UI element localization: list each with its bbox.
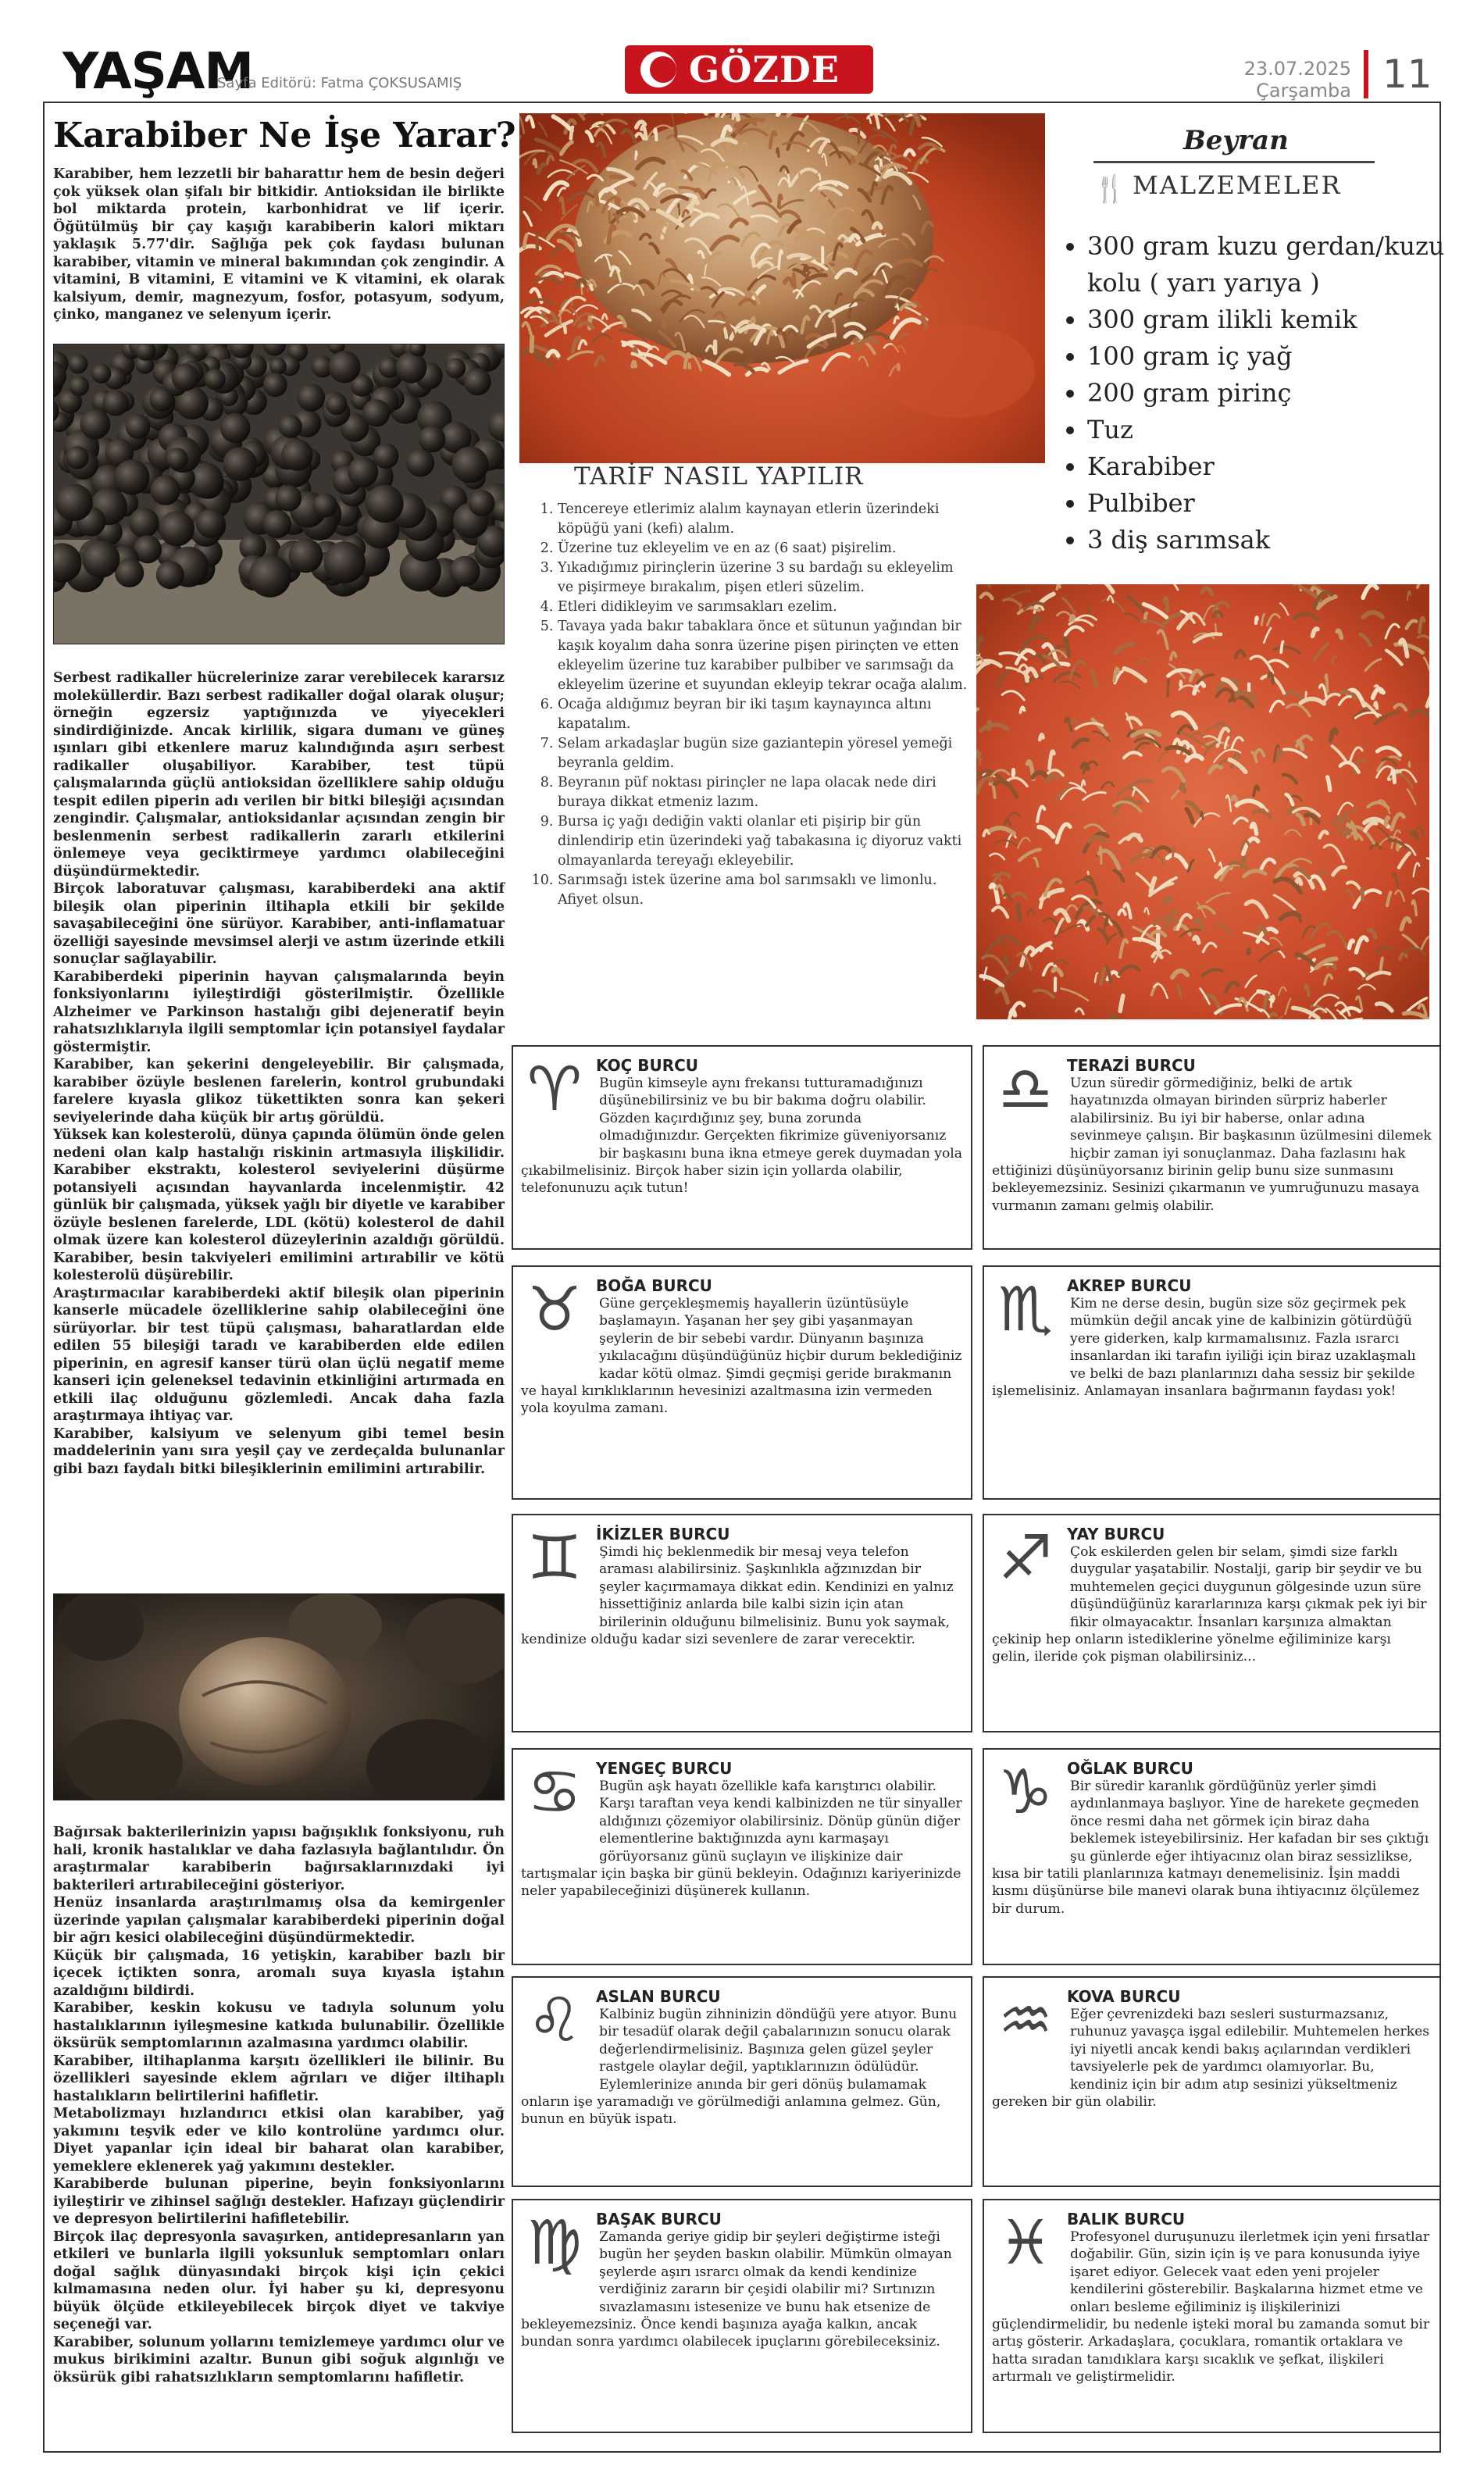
body1-p2: Birçok laboratuvar çalışması, karabiberdeki ana aktif bileşik olan piperinin iltihapla etkili bir şekilde savaşabileceğini öne sürüyor. Karabiber, anti-inflamatuar özelliği sayesinde mevsimsel alerji ve astım üzerinde etkili sonuçlar sağlayabilir. xyxy=(53,881,505,967)
page-editor: Sayfa Editörü: Fatma ÇOKSUSAMIŞ xyxy=(217,75,462,91)
recipe-name-underline xyxy=(1093,161,1375,163)
scorpio-icon: ♏ xyxy=(998,1275,1053,1345)
page-number: 11 xyxy=(1382,52,1432,97)
peppercorn-closeup-photo xyxy=(53,1593,505,1800)
peppercorn xyxy=(419,426,445,452)
peppercorn xyxy=(223,447,257,481)
ingredient-item: • Karabiber xyxy=(1087,448,1462,485)
horoscope-text: Zamanda geriye gidip bir şeyleri değiştirme isteği bugün her şeyden baskın olabilir. Mümkün olmayan şeylerde aşırı ısrarcı olmak da kendi kendinize verdiğiniz zararın bir çeşidi olabilir mi? Sırtınızın sıvazlamasını istesenize ve bunu hak etsenize de bekleyemezsiniz. Önce kendi başınıza ayağa kalkın, ancak bundan sonra yardımcı olabilecek ipuçlarını görebileceksiniz. xyxy=(521,2229,952,2350)
recipe-step: 1. Tencereye etlerimiz alalım kaynayan etlerin üzerindeki köpüğü yani (kefi) alalım. xyxy=(558,500,969,539)
peppercorn xyxy=(362,399,390,426)
horoscope-title: BAŞAK BURCU xyxy=(596,2210,722,2228)
peppercorn xyxy=(220,413,250,443)
meat-strand xyxy=(849,309,851,319)
horoscope-text: Bir süredir karanlık gördüğünüz yerler şimdi aydınlanmaya başlıyor. Yine de harekete geçmeden önce resmi daha net görmek için biraz daha beklemek isteyebilirsiniz. Her kafadan bir ses çıktığı şu günlerde eğer ihtiyacınız olan biraz sessizlikse, kısa bir tatili planlarınıza katmayı denemelisiniz. İşin maddi kısmı düşünürse bile manevi olarak buna ihtiyacınız ölçülemez bir durum. xyxy=(992,1779,1429,1917)
meat-strand xyxy=(689,363,690,368)
horoscope-title: YAY BURCU xyxy=(1067,1525,1165,1543)
recipe-step: 3. Yıkadığımız pirinçlerin üzerine 3 su bardağı su ekleyelim ve pişirmeye bırakalım, pişen etleri süzelim. xyxy=(558,558,969,598)
ingredient-item: • 100 gram iç yağ xyxy=(1087,338,1462,375)
horoscope-leo xyxy=(512,1976,972,2187)
horoscope-text: Eğer çevrenizdeki bazı sesleri susturmazsanız, ruhunuz yavaşça işgal edilebilir. Muhtemelen herkes iyi niyetli ancak kendi bakış açılarından verdikleri tavsiyelerle pek de yardımcı olamıyorlar. Bu, kendiniz için bir adım atıp sesinizi yükseltmeniz gereken bir gün olabilir. xyxy=(992,2007,1430,2111)
meat-strand xyxy=(1386,818,1388,825)
recipe-step: 10. Sarımsağı istek üzerine ama bol sarımsaklı ve limonlu. Afiyet olsun. xyxy=(558,871,969,910)
horoscope-text: Şimdi hiç beklenmedik bir mesaj veya telefon araması alabilirsiniz. Şaşkınlıkla ağzınızdan bir şeyler kaçırmamaya dikkat edin. Kendinizi en yalnız hissettiğiniz anlarda bile kalbi sizin için atan birilerinin olduğunu bilmelisiniz. Bunu yok saymak, kendinize olduğu kadar sizi sevenlere de zarar verecektir. xyxy=(521,1544,954,1648)
peppercorn xyxy=(395,352,426,384)
ingredient-item: • Pulbiber xyxy=(1087,485,1462,522)
fork-knife-icon: 🍴 xyxy=(1093,173,1127,205)
date-value: 23.07.2025 xyxy=(1243,58,1351,80)
peppercorn xyxy=(464,368,491,395)
pisces-icon: ♓ xyxy=(998,2208,1053,2278)
recipe-step: 5. Tavaya yada bakır tabaklara önce et sütunun yağından bir kaşık koyalım daha sonra üzerine pişen pirinçten ve etten ekleyelim üzerine tuz karabiber pulbiber ve sarımsağı da ekleyelim üzerine et suyundan ekleyip tekrar ocağa alalım. xyxy=(558,617,969,695)
body2-p8: Birçok ilaç depresyonla savaşırken, antidepresanların yan etkileri ve bunlarla ilgili yoksunluk semptomları onları doğal sağlık dünyasındaki birçok kişi için çekici kılmamasına neden olur. İyi haber şu ki, depresyonu büyük ölçüde etkileyebilecek birçok diyet ve takviye seçeneği var. xyxy=(53,2228,505,2332)
horoscope-text: Uzun süredir görmediğiniz, belki de artık hayatınızda olmayan birinden sürpriz haberler alabilirsiniz. Bu iyi bir haberse, onlar adına sevinmeye çalışın. Bir başkasının üzülmesini dilemek hiçbir zaman iyi sonuçlanmaz. Daha fazlasını hak ettiğinizi düşünüyorsanız birinin gelip bunu size sunmasını bekleyemezsiniz. Sesinizi çıkarmanın ve yumruğunuzu masaya vurmanın zamanı gelmiş olabilir. xyxy=(992,1076,1432,1214)
recipe-step: 8. Beyranın püf noktası pirinçler ne lapa olacak nede diri buraya dikkat etmeniz lazım. xyxy=(558,773,969,812)
peppercorn xyxy=(66,446,89,469)
peppercorn xyxy=(263,510,291,538)
peppercorn xyxy=(249,555,291,597)
peppercorn xyxy=(205,369,226,390)
meat-strand xyxy=(752,259,754,266)
body2-p4: Karabiber, keskin kokusu ve tadıyla solunum yolu hastalıklarının iyileşmesine katkıda bulunabilir. Özellikle öksürük semptomlarının azalmasına yardımcı olabilir. xyxy=(53,2000,505,2051)
body2-p3: Küçük bir çalışmada, 16 yetişkin, karabiber bazlı bir içecek içtikten sonra, aromalı suya kıyasla iştahın azaldığını bildirdi. xyxy=(53,1947,505,1999)
meat-strand xyxy=(609,211,610,223)
horoscope-text: Kalbiniz bugün zihninizin döndüğü yere atıyor. Bunu bir tesadüf olarak değil çabalarınızın sonucu olarak değerlendirmelisiniz. Başınıza gelen güzel şeyler rastgele olaylar değil, yaptıklarınızın ödülüdür. Eylemlerinize anında bir geri dönüş bulamamak onların işe yaramadığı ve görülmediği anlamına gelmez. Gün, bunun en büyük ispatı. xyxy=(521,2007,958,2128)
body1-p7: Karabiber, kalsiyum ve selenyum gibi temel besin maddelerinin yanı sıra yeşil çay ve zerdeçalda bulunanlar gibi bazı faydalı bitki bileşiklerinin emilimini artırabilir. xyxy=(53,1426,505,1477)
peppercorn xyxy=(159,511,194,546)
horoscope-text: Kim ne derse desin, bugün size söz geçirmek pek mümkün değil ancak yine de kalbinizin götürdüğü yere giderken, kalp kırmamalısınız. Fazla ısrarcı insanlardan iki tarafın iyiliği için biraz uzaklaşmalı ve belki de bazı planlarınızı daha sessiz bir şekilde işlemelisiniz. Anlamayan insanlara bağırmanın faydası yok! xyxy=(992,1296,1416,1400)
ingredient-item: • 300 gram ilikli kemik xyxy=(1087,302,1462,338)
meat-strand xyxy=(1101,847,1102,863)
meat-strand xyxy=(1165,598,1168,611)
horoscope-pisces xyxy=(983,2199,1441,2433)
body2-p9: Karabiber, solunum yollarını temizlemeye yardımcı olur ve mukus birikimini azaltır. Bunun gibi soğuk algınlığı ve öksürük gibi rahatsızlıkların semptomlarını hafifletir. xyxy=(53,2334,505,2385)
horoscope-aquarius xyxy=(983,1976,1441,2187)
horoscope-aries xyxy=(512,1045,972,1250)
beyran-photo-top xyxy=(519,113,1045,463)
peppercorn xyxy=(91,363,111,383)
peppercorn xyxy=(366,485,404,523)
taurus-icon: ♉ xyxy=(527,1275,582,1345)
meat-strand xyxy=(571,127,573,139)
horoscope-title: ASLAN BURCU xyxy=(596,1987,721,2006)
article-intro xyxy=(53,166,505,324)
meat-strand xyxy=(1168,680,1169,696)
meat-strand xyxy=(1247,949,1250,954)
article-body-2 xyxy=(53,1824,505,2386)
peppercorn xyxy=(55,484,93,521)
peppercorn xyxy=(126,414,151,439)
horoscope-gemini xyxy=(512,1514,972,1732)
horoscope-title: YENGEÇ BURCU xyxy=(596,1759,733,1778)
recipe-step: 7. Selam arkadaşlar bugün size gaziantepin yöresel yemeği beyranla geldim. xyxy=(558,734,969,773)
horoscope-cancer xyxy=(512,1748,972,1965)
peppercorn xyxy=(348,457,378,487)
meat-strand xyxy=(1040,734,1043,740)
peppercorn xyxy=(151,476,180,505)
body1-p5: Yüksek kan kolesterolü, dünya çapında ölümün önde gelen nedeni olan kalp hastalığı riskinin artmasıyla ilişkilidir. Karabiber ekstraktı, kolesterol seviyelerini düşürme potansiyeli açısından hayvanlarda incelenmiştir. 42 günlük bir çalışmada, yüksek yağlı bir diyetle ve karabiber özüyle beslenen farelerde, LDL (kötü) kolesterol de dahil olmak üzere kan kolesterol düzeylerinin azaldığı görüldü. Karabiber, besin takviyeleri emilimini artırabilir ve kötü kolesterolü düşürebilir. xyxy=(53,1127,505,1283)
meat-strand xyxy=(1393,770,1395,783)
ingredient-item: • Tuz xyxy=(1087,412,1462,448)
peppercorn xyxy=(445,358,466,378)
peppercorn xyxy=(469,490,495,516)
horoscope-title: İKİZLER BURCU xyxy=(596,1525,730,1543)
recipe-step: 9. Bursa iç yağı dediğin vakti olanlar eti pişirip bir gün dinlendirip etin üzerindeki yağ tabakasına iç diyoruz vakti olmayanlarda tereyağı ekleyebilir. xyxy=(558,812,969,871)
meat-strand xyxy=(1215,624,1216,632)
peppercorn xyxy=(172,364,199,391)
intro-paragraph: Karabiber, hem lezzetli bir baharattır hem de besin değeri çok yüksek olan şifalı bir bitkidir. Antioksidan ile birlikte bol miktarda protein, karbonhidrat ve lif içerir. Öğütülmüş bir çay kaşığı karabiberin kalori miktarı yaklaşık 5.77'dir. Sağlığa pek çok faydası bulunan karabiber, vitamin ve mineral bakımından çok zengindir. A vitamini, B vitamini, E vitamini ve K vitamini, ek olarak kalsiyum, demir, magnezyum, fosfor, potasyum, sodyum, çinko, manganez ve selenyum içerir. xyxy=(53,166,505,323)
peppercorn xyxy=(451,447,488,484)
meat-strand xyxy=(1325,675,1327,692)
ingredients-list xyxy=(1056,228,1462,558)
aquarius-icon: ♒ xyxy=(998,1986,1053,2056)
peppercorn xyxy=(289,539,323,573)
horoscope-title: KOVA BURCU xyxy=(1067,1987,1181,2006)
horoscope-text: Güne gerçekleşmemiş hayallerin üzüntüsüyle başlamayın. Yaşanan her şey gibi yaşanmayan şeylerin de bir sebebi vardır. Dünyanın başınıza yıkılacağını düşündüğünüz hiçbir durum beklediğiniz kadar kötü olmaz. Şimdi geçmişi geride bırakmanın ve hayal kırıklıklarının hevesinizi azaltmasına izin vermeden yola koyulma zamanı. xyxy=(521,1296,962,1417)
newspaper-logo xyxy=(625,45,873,94)
meat-strand xyxy=(1344,829,1349,834)
body2-p5: Karabiber, iltihaplanma karşıtı özellikleri ile bilinir. Bu özellikleri sayesinde eklem ağrıları ve diğer iltihaplı hastalıkların belirtilerini hafifletir. xyxy=(53,2053,505,2104)
horoscope-sagittarius xyxy=(983,1514,1441,1732)
body2-p2: Henüz insanlarda araştırılmamış olsa da kemirgenler üzerinde yapılan çalışmalar karabiberdeki piperinin doğal bir ağrı kesici olabileceğini düşündürmektedir. xyxy=(53,1895,505,1946)
meat-strand xyxy=(1013,769,1014,775)
steps-list xyxy=(531,500,969,910)
meat-strand xyxy=(633,362,636,366)
peppercorn xyxy=(196,508,225,537)
horoscope-text: Bugün aşk hayatı özellikle kafa karıştırıcı olabilir. Karşı taraftan veya kendi kalbinizden ne tür sinyaller aldığınızı çözemiyor olabilirsiniz. Dönüp günün diğer elementlerine baktığınızda aynı karmaşayı görüyorsanız günü suçlayın ve ilişkinize dair tartışmalar için başka bir günü bekleyin. Odağınızı kariyerinizde neler yapabileceğinizi düşünerek kullanın. xyxy=(521,1779,962,1900)
horoscope-title: TERAZİ BURCU xyxy=(1067,1056,1196,1075)
peppercorn xyxy=(329,351,361,383)
meat-strand xyxy=(1409,762,1410,767)
meat-strand xyxy=(636,152,637,159)
horoscope-title: OĞLAK BURCU xyxy=(1067,1759,1193,1778)
peppercorn xyxy=(298,384,326,412)
meat-strand xyxy=(1088,604,1089,614)
beyran-photo-bowl xyxy=(976,584,1429,1019)
virgo-icon: ♍ xyxy=(527,2208,582,2278)
cancer-icon: ♋ xyxy=(527,1757,582,1828)
body1-p4: Karabiber, kan şekerini dengeleyebilir. Bir çalışmada, karabiber özüyle beslenen farelerin, kontrol grubundaki farelere kıyasla glikoz tükettikten sonra kan şekeri seviyelerinde daha küçük bir artış görüldü. xyxy=(53,1057,505,1126)
body2-p6: Metabolizmayı hızlandırıcı etkisi olan karabiber, yağ yakımını teşvik eder ve kilo kontrolüne yardımcı olur. Diyet yapanlar için ideal bir baharat olan karabiber, yemeklere eklenerek yağ yakımını destekler. xyxy=(53,2106,505,2175)
recipe-name: Beyran xyxy=(1183,125,1289,156)
peppercorn xyxy=(326,394,347,416)
meat-strand xyxy=(799,173,800,187)
peppercorn xyxy=(263,373,287,397)
horoscope-libra xyxy=(983,1045,1441,1250)
peppercorn xyxy=(279,415,302,438)
horoscope-title: AKREP BURCU xyxy=(1067,1276,1192,1295)
peppercorn xyxy=(69,376,89,396)
ingredient-item: • 200 gram pirinç xyxy=(1087,375,1462,412)
meat-strand xyxy=(1181,784,1184,790)
meat-strand xyxy=(779,195,781,207)
libra-icon: ♎ xyxy=(998,1054,1053,1125)
body1-p1: Serbest radikaller hücrelerinize zarar verebilecek kararsız moleküllerdir. Bazı serbest radikaller doğal olarak oluşur; örneğin egzersiz yaptığınızda ve yiyecekleri sindirdiğinizde. Ancak kirlilik, sigara dumanı ve güneş ışınları gibi etkenlere maruz kalındığında aşırı serbest radikaller oluşabiliyor. Karabiber, test tüpü çalışmalarında güçlü antioksidan özelliklere sahip olduğu tespit edilen piperin adı verilen bir bitki bileşiği açısından zengindir. Çalışmalar, antioksidanlar açısından zengin bir beslenmenin serbest radikallerin zararlı etkilerini önlemeye veya geciktirmeye yardımcı olabileceğini düşündürmektedir. xyxy=(53,670,505,880)
body1-p6: Araştırmacılar karabiberdeki aktif bileşik olan piperinin kanserle mücadele özelliklerine sahip olabileceğini öne sürüyorlar. bir test tüpü çalışması, baharatlardan elde edilen 55 bileşiği taradı ve karabiberden elde edilen piperinin, en agresif kanser türü olan üçlü negatif meme kanseri için geleneksel tedavinin etkinliğini artırmada en etkili ilaç olduğunu gözlemledi. Ancak daha fazla araştırmaya ihtiyaç var. xyxy=(53,1285,505,1424)
horoscope-title: KOÇ BURCU xyxy=(596,1056,699,1075)
article-title: Karabiber Ne İşe Yarar? xyxy=(53,116,516,155)
body1-p3: Karabiberdeki piperinin hayvan çalışmalarında beyin fonksiyonlarını iyileştirdiği gösterilmiştir. Özellikle Alzheimer ve Parkinson hastalığı gibi dejeneratif beyin rahatsızlıklarıyla ilgili semptomlar için potansiyel faydalar göstermiştir. xyxy=(53,969,505,1055)
horoscope-text: Çok eskilerden gelen bir selam, şimdi size farklı duygular yaşatabilir. Nostalji, garip bir şeydir ve bu muhtemelen geçici duygunun gölgesinde uzun süre düşündüğünüz kararlarınıza karşı çıkmak pek iyi bir fikir olmayacaktır. İnsanları karşınıza almaktan çekinip hep onların istediklerine yönelme eğiliminize karşı gelin, ileride çok pişman olabilirsiniz... xyxy=(992,1544,1427,1665)
peppercorn xyxy=(406,449,434,477)
logo-text: GÖZDE xyxy=(689,48,840,91)
peppercorn-photo xyxy=(53,344,505,644)
peppercorn xyxy=(103,390,129,416)
meat-strand xyxy=(1018,905,1020,920)
meat-strand xyxy=(655,129,656,140)
aries-icon: ♈ xyxy=(527,1054,582,1125)
horoscope-taurus xyxy=(512,1265,972,1500)
ingredient-item: • 3 diş sarımsak xyxy=(1087,522,1462,558)
horoscope-title: BALIK BURCU xyxy=(1067,2210,1186,2228)
meat-strand xyxy=(532,337,533,351)
issue-date xyxy=(1218,58,1351,102)
meat-strand xyxy=(1375,703,1377,708)
article-body-1 xyxy=(53,669,505,1478)
ingredients-heading: MALZEMELER xyxy=(1133,170,1342,200)
peppercorn xyxy=(149,387,173,412)
recipe-step: 6. Ocağa aldığımız beyran bir iki taşım kaynayınca altını kapatalım. xyxy=(558,695,969,734)
meat-strand xyxy=(989,722,990,729)
peppercorn xyxy=(166,448,188,469)
recipe-steps-heading: TARİF NASIL YAPILIR xyxy=(574,462,864,491)
meat-strand xyxy=(1057,584,1060,589)
crescent-icon xyxy=(640,52,676,87)
capricorn-icon: ♑ xyxy=(998,1757,1053,1828)
peppercorn xyxy=(276,485,302,512)
meat-strand xyxy=(596,191,598,205)
header-divider xyxy=(1364,50,1368,98)
peppercorn xyxy=(281,439,313,471)
leo-icon: ♌ xyxy=(527,1986,582,2056)
body2-p1: Bağırsak bakterilerinizin yapısı bağışıklık fonksiyonu, ruh hali, kronik hastalıklar ve daha fazlasıyla bağlantılıdır. Ön araştırmalar karabiberin bağırsaklarınızdaki iyi bakterileri artırabileceğini gösteriyor. xyxy=(53,1825,505,1893)
horoscope-virgo xyxy=(512,2199,972,2433)
body2-p7: Karabiberde bulunan piperine, beyin fonksiyonlarını iyileştirir ve zihinsel sağlığı destekler. Hafızayı güçlendirir ve depresyon belirtilerini hafifletebilir. xyxy=(53,2176,505,2227)
day-value: Çarşamba xyxy=(1256,80,1351,102)
meat-strand xyxy=(1120,996,1123,1012)
peppercorn xyxy=(80,409,111,440)
peppercorn xyxy=(450,556,480,587)
meat-strand xyxy=(1181,681,1182,686)
peppercorn xyxy=(82,541,120,578)
peppercorn xyxy=(324,541,366,583)
peppercorn xyxy=(312,493,337,517)
meat-strand xyxy=(560,311,561,325)
horoscope-scorpio xyxy=(983,1265,1441,1500)
meat-strand xyxy=(1361,889,1363,900)
sagittarius-icon: ♐ xyxy=(998,1523,1053,1593)
peppercorn xyxy=(114,459,149,494)
horoscope-capricorn xyxy=(983,1748,1441,1965)
horoscope-title: BOĞA BURCU xyxy=(596,1276,712,1295)
horoscope-text: Profesyonel duruşunuzu ilerletmek için yeni fırsatlar doğabilir. Gün, sizin için iş ve para konusunda iyiye işaret ediyor. Gelecek vaat eden yeni projeler kendilerini gösterebilir. Başkalarına hizmet etme ve onları besleme eğiliminiz iş ilişkilerinizi güçlendirmelidir, bu nedenle işteki moral bu zamanda somut bir artış gösterir. Arkadaşlara, çocuklara, romantik ortaklara ve hatta sıradan tanıdıklara karşı sıcaklık ve şefkat, ilişkileri artırmalı ve geliştirmelidir. xyxy=(992,2229,1430,2385)
peppercorn xyxy=(269,358,287,375)
peppercorn xyxy=(156,561,184,589)
meat-strand xyxy=(1281,642,1282,653)
peppercorn xyxy=(373,443,399,469)
meat-strand xyxy=(1306,692,1307,698)
peppercorn xyxy=(129,508,159,537)
peppercorn xyxy=(69,354,88,373)
recipe-step: 4. Etleri didikleyim ve sarımsakları ezelim. xyxy=(558,598,969,617)
horoscope-text: Bugün kimseyle aynı frekansı tutturamadığınızı düşünebilirsiniz ve bu bir bakıma doğru olabilir. Gözden kaçırdığınız şey, buna zorunda olmadığınızdır. Gerçekten fikrimize güveniyorsanız bir başkasını buna ikna etmeye gerek duymadan yola çıkabilmelisiniz. Birçok haber sizin için yollarda olabilir, telefonunuzu açık tutun! xyxy=(521,1076,963,1197)
section-title: YAŞAM xyxy=(62,43,254,101)
ingredient-item: • 300 gram kuzu gerdan/kuzu kolu ( yarı yarıya ) xyxy=(1087,228,1462,302)
meat-strand xyxy=(858,127,859,143)
recipe-steps xyxy=(531,500,969,910)
gemini-icon: ♊ xyxy=(527,1523,582,1593)
meat-strand xyxy=(1328,777,1330,790)
meat-strand xyxy=(1256,617,1257,623)
recipe-step: 2. Üzerine tuz ekleyelim ve en az (6 saat) pişirelim. xyxy=(558,539,969,558)
meat-strand xyxy=(851,157,854,163)
